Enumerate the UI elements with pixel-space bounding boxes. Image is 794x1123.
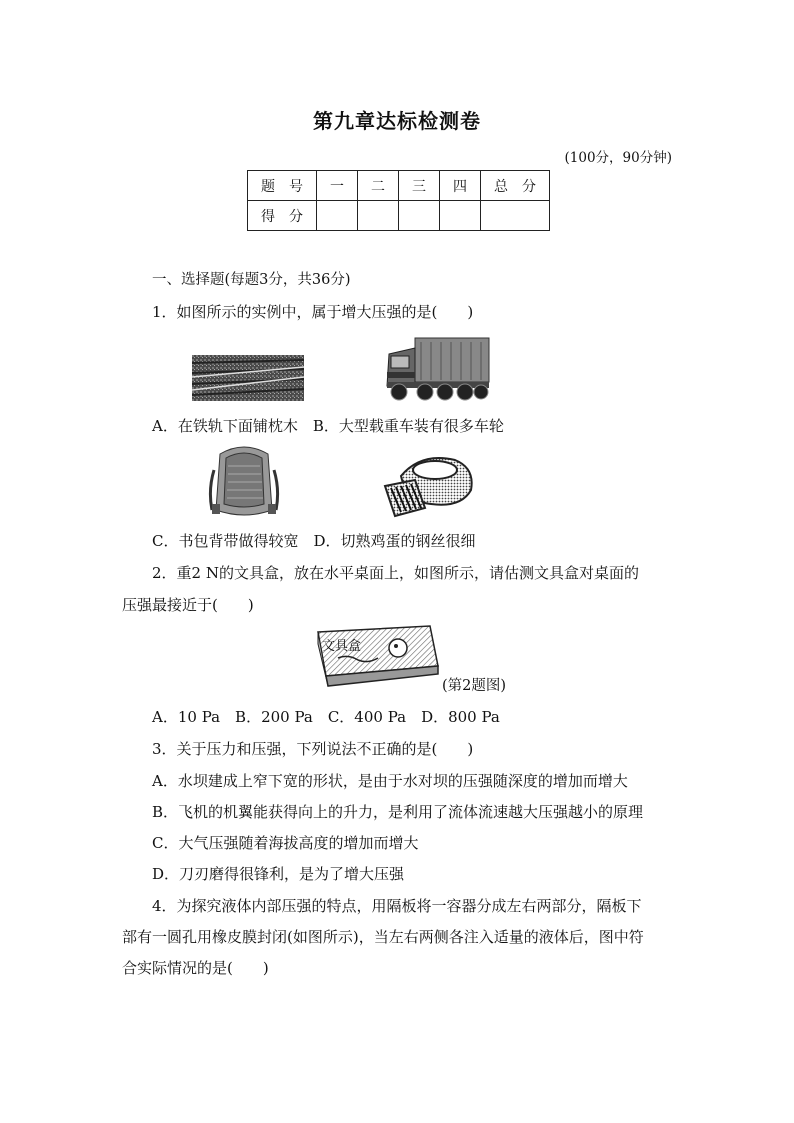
q3-option-a: A．水坝建成上窄下宽的形状，是由于水对坝的压强随深度的增加而增大 (152, 772, 628, 790)
score-time-note: (100分，90分钟) (564, 150, 672, 166)
egg-slicer-image (381, 446, 477, 522)
section-heading-choice: 一、选择题(每题3分，共36分) (152, 272, 351, 288)
score-row-label: 得 分 (248, 201, 317, 231)
score-blank-cell[interactable] (481, 201, 550, 231)
score-table (247, 170, 550, 231)
score-header-cell: 三 (399, 171, 440, 201)
score-header-cell: 二 (358, 171, 399, 201)
score-blank-cell[interactable] (317, 201, 358, 231)
score-table-header-row (248, 171, 550, 201)
q3-stem: 3．关于压力和压强，下列说法不正确的是( ) (152, 740, 474, 758)
q3-option-c: C．大气压强随着海拔高度的增加而增大 (152, 834, 419, 852)
q1-stem: 1．如图所示的实例中，属于增大压强的是( ) (152, 303, 474, 321)
q3-option-b: B．飞机的机翼能获得向上的升力，是利用了流体流速越大压强越小的原理 (152, 803, 644, 821)
q2-figure-caption: (第2题图) (442, 678, 507, 694)
q2-stem-line1: 2．重2 N的文具盒，放在水平桌面上，如图所示，请估测文具盒对桌面的 (152, 564, 639, 582)
score-header-cell: 题 号 (248, 171, 317, 201)
pencil-box-label: 文具盒 (322, 639, 362, 654)
score-blank-cell[interactable] (358, 201, 399, 231)
score-header-cell: 总 分 (481, 171, 550, 201)
backpack-image (206, 440, 282, 524)
q4-stem-line3: 合实际情况的是( ) (122, 959, 269, 977)
pencil-box-image (308, 622, 440, 690)
page-title: 第九章达标检测卷 (313, 109, 481, 133)
q3-option-d: D．刀刃磨得很锋利，是为了增大压强 (152, 865, 405, 883)
q4-stem-line2: 部有一圆孔用橡皮膜封闭(如图所示)，当左右两侧各注入适量的液体后，图中符 (122, 928, 644, 946)
score-header-cell: 一 (317, 171, 358, 201)
score-table-score-row (248, 201, 550, 231)
q2-options: A．10 Pa B．200 Pa C．400 Pa D．800 Pa (152, 708, 500, 726)
q2-stem-line2: 压强最接近于( ) (122, 596, 254, 614)
score-blank-cell[interactable] (399, 201, 440, 231)
score-blank-cell[interactable] (440, 201, 481, 231)
q4-stem-line1: 4．为探究液体内部压强的特点，用隔板将一容器分成左右两部分，隔板下 (152, 897, 642, 915)
q1-options-ab: A．在铁轨下面铺枕木 B．大型载重车装有很多车轮 (152, 417, 504, 435)
railway-sleepers-image (192, 355, 304, 401)
heavy-truck-image (385, 334, 491, 404)
q1-options-cd: C．书包背带做得较宽 D．切熟鸡蛋的钢丝很细 (152, 532, 476, 550)
score-header-cell: 四 (440, 171, 481, 201)
